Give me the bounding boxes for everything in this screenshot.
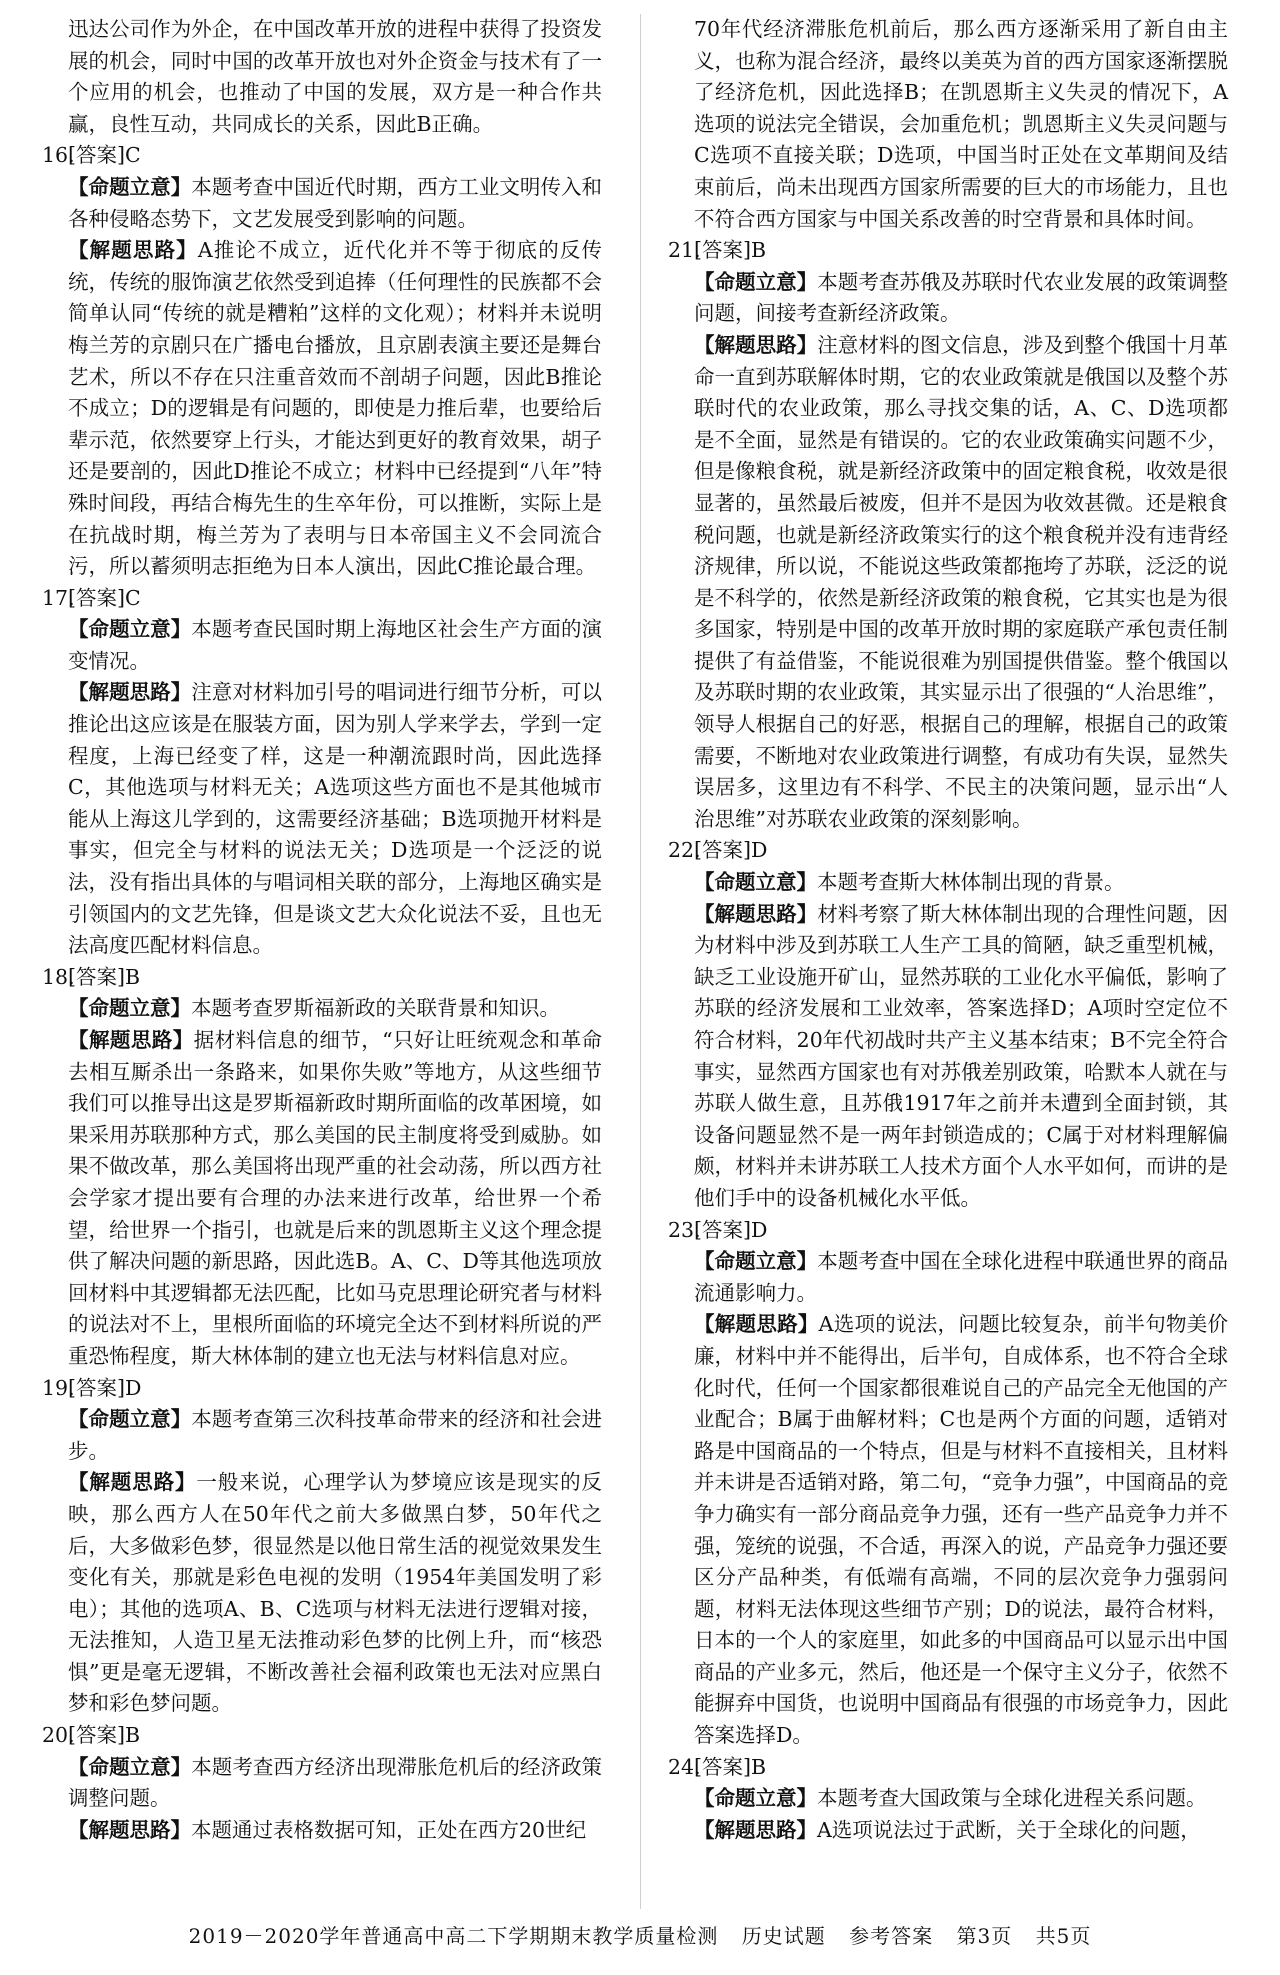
- mingti-tag: 【 命题立意 】: [694, 870, 817, 894]
- item-number: 22.: [668, 838, 701, 863]
- jieti-text: 注意材料的图文信息，涉及到整个俄国十月革命一直到苏联解体时期，它的农业政策就是俄国以及整个苏联时代的农业政策，那么寻找交集的话，A、C、D选项都是不全面，显然是有错误的。它的农业政策确实问题不少，但是像粮食税，就是新经济政策中的固定粮食税，收效是很显著的，虽然最后被废，但并不是因为收效甚微。还是粮食税问题，也就是新经济政策实行的这个粮食税并没有违背经济规律，所以说，不能说这些政策都拖垮了苏联，泛泛的说是不科学的，依然是新经济政策的粮食税，它其实也是为很多国家，特别是中国的改革开放时期的家庭联产承包责任制提供了有益借鉴，不能说很难为别国提供借鉴。整个俄国以及苏联时期的农业政策，其实显示出了很强的“人治思维”，领导人根据自己的好恶，根据自己的理解，根据自己的政策需要，不断地对农业政策进行调整，有成功有失误，显然失误居多，这里边有不科学、不民主的决策问题，显示出“人治思维”对苏联农业政策的深刻影响。: [694, 332, 1229, 831]
- answer-value: C: [125, 143, 141, 168]
- jieti-text: 注意对材料加引号的唱词进行细节分析，可以推论出这应该是在服装方面，因为别人学来学去，学到一定程度，上海已经变了样，这是一种潮流跟时尚，因此选择C，其他选项与材料无关；A选项这些方面也不是其他城市能从上海这儿学到的，这需要经济基础；B选项抛开材料是事实，但完全与材料的说法无关；D选项是一个泛泛的说法，没有指出具体的与唱词相关联的部分，上海地区确实是引领国内的文艺先锋，但是谈文艺大众化说法不妥，且也无法高度匹配材料信息。: [68, 680, 603, 958]
- mingti-paragraph: [668, 1246, 1228, 1309]
- lead-paragraph: 迅达公司作为外企，在中国改革开放的进程中获得了投资发展的机会，同时中国的改革开放也对外企资金与技术有了一个应用的机会，也推动了中国的发展，双方是一种合作共赢，良性互动，共同成长的关系，因此B正确。: [68, 17, 602, 136]
- right-column: [668, 14, 1228, 1846]
- answer-label: [答案]: [694, 1217, 751, 1242]
- mingti-text: 本题考查罗斯福新政的关联背景和知识。: [191, 996, 560, 1021]
- item-number: 24.: [668, 1754, 701, 1779]
- mingti-tag: 【 命题立意 】: [68, 617, 191, 641]
- answer-label: [答案]: [68, 143, 125, 168]
- mingti-text: 本题考查苏俄及苏联时代农业发展的政策调整问题，间接考查新经济政策。: [694, 269, 1229, 326]
- mingti-text: 本题考查西方经济出现滞胀危机后的经济政策调整问题。: [68, 1754, 603, 1811]
- answer-value: D: [751, 1217, 768, 1242]
- answer-value: B: [751, 1754, 767, 1779]
- jieti-text: 材料考察了斯大林体制出现的合理性问题，因为材料中涉及到苏联工人生产工具的简陋，缺乏重型机械，缺乏工业设施开矿山，显然苏联的工业化水平偏低，影响了苏联的经济发展和工业效率，答案选择D；A项时空定位不符合材料，20年代初战时共产主义基本结束；B不完全符合事实，显然西方国家也有对苏俄差别政策，哈默本人就在与苏联人做生意，且苏俄1917年之前并未遭到全面封锁，其设备问题显然不是一两年封锁造成的；C属于对材料理解偏颇，材料并未讲苏联工人技术方面个人水平如何，而讲的是他们手中的设备机械化水平低。: [694, 901, 1229, 1210]
- mingti-text: 本题考查中国近代时期，西方工业文明传入和各种侵略态势下，文艺发展受到影响的问题。: [68, 174, 603, 231]
- mingti-text: 本题考查大国政策与全球化进程关系问题。: [817, 1786, 1207, 1811]
- answer-label: [答案]: [694, 838, 751, 863]
- item-number: 17.: [42, 585, 75, 610]
- mingti-paragraph: [668, 1783, 1228, 1815]
- item-number: 16.: [42, 143, 75, 168]
- jieti-text: 一般来说，心理学认为梦境应该是现实的反映，那么西方人在50年代之前大多做黑白梦，50年代之后，大多做彩色梦，很显然是以他日常生活的视觉效果发生变化有关，那就是彩色电视的发明（1954年美国发明了彩电）；其他的选项A、B、C选项与材料无法进行逻辑对接，无法推知，人造卫星无法推动彩色梦的比例上升，而“核恐惧”更是毫无逻辑，不断改善社会福利政策也无法对应黑白梦和彩色梦问题。: [68, 1470, 603, 1716]
- mingti-paragraph: [42, 993, 602, 1025]
- mingti-tag: 【 命题立意 】: [68, 1755, 191, 1779]
- answer-label: [答案]: [694, 238, 751, 263]
- answer-item: [42, 1373, 602, 1721]
- jieti-text: 本题通过表格数据可知，正处在西方20世纪: [191, 1817, 587, 1842]
- mingti-text: 本题考查斯大林体制出现的背景。: [817, 870, 1125, 895]
- mingti-tag: 【 命题立意 】: [68, 996, 191, 1020]
- right-items: [668, 235, 1228, 1846]
- answer-item: [42, 962, 602, 1373]
- answer-item: [668, 235, 1228, 835]
- answer-item: [42, 1720, 602, 1846]
- mingti-tag: 【 命题立意 】: [694, 1786, 817, 1810]
- answer-item: [668, 1215, 1228, 1752]
- mingti-text: 本题考查民国时期上海地区社会生产方面的演变情况。: [68, 617, 603, 673]
- footer-title: 2019－2020学年普通高中高二下学期期末教学质量检测: [188, 1924, 719, 1948]
- answer-value: D: [125, 1375, 142, 1400]
- mingti-paragraph: [668, 867, 1228, 899]
- jieti-tag: 【 解题思路 】: [68, 680, 191, 704]
- jieti-paragraph: [668, 1309, 1228, 1751]
- jieti-paragraph: [42, 1815, 602, 1847]
- answer-value: B: [125, 964, 141, 989]
- jieti-text: A选项的说法，问题比较复杂，前半句物美价廉，材料中并不能得出，后半句，自成体系，也不符合全球化时代，任何一个国家都很难说自己的产品完全无他国的产业配合；B属于曲解材料；C也是两个方面的问题，适销对路是中国商品的一个特点，但是与材料不直接相关，且材料并未讲是否适销对路，第二句，“竞争力强”，中国商品的竞争力确实有一部分商品竞争力强，还有一些产品竞争力并不强，笼统的说强，不合适，再深入的说，产品竞争力强还要区分产品种类，有低端有高端，不同的层次竞争力强弱问题，材料无法体现这些细节产别；D的说法，最符合材料，日本的一个人的家庭里，如此多的中国商品可以显示出中国商品的产业多元，然后，他还是一个保守主义分子，依然不能摒弃中国货，也说明中国商品有很强的市场竞争力，因此答案选择D。: [694, 1312, 1229, 1748]
- mingti-tag: 【 命题立意 】: [694, 1249, 817, 1273]
- mingti-tag: 【 命题立意 】: [68, 175, 191, 199]
- jieti-tag: 【 解题思路 】: [68, 238, 198, 262]
- jieti-paragraph: [668, 1815, 1228, 1847]
- jieti-tag: 【 解题思路 】: [68, 1818, 191, 1842]
- answer-value: C: [125, 585, 141, 610]
- mingti-text: 本题考查中国在全球化进程中联通世界的商品流通影响力。: [694, 1249, 1229, 1305]
- item20-continuation: 70年代经济滞胀危机前后，那么西方逐渐采用了新自由主义，也称为混合经济，最终以美英为首的西方国家逐渐摆脱了经济危机，因此选择B；在凯恩斯主义失灵的情况下，A选项的说法完全错误，会加重危机；凯恩斯主义失灵问题与C选项不直接关联；D选项，中国当时正处在文革期间及结束前后，尚未出现西方国家所需要的巨大的市场能力，且也不符合西方国家与中国关系改善的时空背景和具体时间。: [694, 17, 1228, 231]
- answer-heading: [668, 235, 1228, 267]
- jieti-text: 据材料信息的细节，“只好让旺统观念和革命去相互厮杀出一条路来，如果你失败”等地方，从这些细节我们可以推导出这是罗斯福新政时期所面临的改革困境，如果采用苏联那种方式，那么美国的民主制度将受到威胁。如果不做改革，那么美国将出现严重的社会动荡，所以西方社会学家才提出要有合理的办法来进行改革，给世界一个希望，给世界一个指引，也就是后来的凯恩斯主义这个理念提供了解决问题的新思路，因此选B。A、C、D等其他选项放回材料中其逻辑都无法匹配，比如马克思理论研究者与材料的说法对不上，里根所面临的环境完全达不到材料所说的严重恐怖程度，斯大林体制的建立也无法与材料信息对应。: [68, 1028, 603, 1368]
- left-column: [42, 14, 602, 1846]
- column-divider: [640, 14, 641, 1909]
- answer-item: [42, 583, 602, 962]
- mingti-paragraph: [42, 614, 602, 677]
- answer-value: D: [751, 838, 768, 863]
- answer-item: [42, 140, 602, 582]
- answer-value: B: [125, 1723, 141, 1748]
- jieti-tag: 【 解题思路 】: [694, 1818, 817, 1842]
- answer-heading: [42, 140, 602, 172]
- mingti-paragraph: [42, 1404, 602, 1467]
- mingti-paragraph: [42, 172, 602, 235]
- mingti-tag: 【 命题立意 】: [68, 1407, 191, 1431]
- item-number: 20.: [42, 1723, 75, 1748]
- jieti-tag: 【 解题思路 】: [68, 1470, 196, 1494]
- mingti-paragraph: [42, 1752, 602, 1815]
- answer-label: [答案]: [694, 1754, 751, 1779]
- answer-heading: [42, 1373, 602, 1405]
- answer-heading: [42, 962, 602, 994]
- answer-heading: [668, 835, 1228, 867]
- answer-heading: [668, 1752, 1228, 1784]
- jieti-tag: 【 解题思路 】: [694, 902, 817, 926]
- item-number: 21.: [668, 238, 701, 263]
- jieti-tag: 【 解题思路 】: [694, 1312, 819, 1336]
- footer-page: 第3页: [956, 1924, 1013, 1948]
- jieti-text: A选项说法过于武断，关于全球化的问题，: [817, 1817, 1201, 1842]
- mingti-text: 本题考查第三次科技革命带来的经济和社会进步。: [68, 1407, 603, 1463]
- left-items: [42, 140, 602, 1846]
- answer-label: [答案]: [68, 585, 125, 610]
- jieti-paragraph: [42, 235, 602, 583]
- answer-label: [答案]: [68, 1723, 125, 1748]
- footer-total: 共5页: [1035, 1924, 1092, 1948]
- mingti-tag: 【 命题立意 】: [694, 270, 817, 294]
- answer-heading: [668, 1215, 1228, 1247]
- answer-label: [答案]: [68, 964, 125, 989]
- answer-heading: [42, 583, 602, 615]
- answer-item: [668, 1752, 1228, 1847]
- answer-label: [答案]: [68, 1375, 125, 1400]
- jieti-paragraph: [42, 677, 602, 961]
- answer-item: [668, 835, 1228, 1214]
- page-footer: [0, 1920, 1280, 1949]
- item-number: 23.: [668, 1217, 701, 1242]
- item-number: 19.: [42, 1375, 75, 1400]
- jieti-paragraph: [42, 1025, 602, 1373]
- footer-doc: 参考答案: [849, 1924, 934, 1948]
- jieti-paragraph: [668, 899, 1228, 1215]
- jieti-tag: 【 解题思路 】: [694, 333, 817, 357]
- mingti-paragraph: [668, 267, 1228, 330]
- jieti-tag: 【 解题思路 】: [68, 1028, 194, 1052]
- item-number: 18.: [42, 964, 75, 989]
- answer-value: B: [751, 238, 767, 263]
- answer-heading: [42, 1720, 602, 1752]
- footer-subject: 历史试题: [741, 1924, 826, 1948]
- jieti-paragraph: [42, 1467, 602, 1720]
- jieti-paragraph: [668, 330, 1228, 836]
- jieti-text: A推论不成立，近代化并不等于彻底的反传统，传统的服饰演艺依然受到追捧（任何理性的民族都不会简单认同“传统的就是糟粕”这样的文化观）；材料并未说明梅兰芳的京剧只在广播电台播放，且京剧表演主要还是舞台艺术，所以不存在只注重音效而不剖胡子问题，因此B推论不成立；D的逻辑是有问题的，即使是力推后辈，也要给后辈示范，依然要穿上行头，才能达到更好的教育效果，胡子还是要剖的，因此D推论不成立；材料中已经提到“八年”特殊时间段，再结合梅先生的生卒年份，可以推断，实际上是在抗战时期，梅兰芳为了表明与日本帝国主义不会同流合污，所以蓄须明志拒绝为日本人演出，因此C推论最合理。: [68, 238, 603, 579]
